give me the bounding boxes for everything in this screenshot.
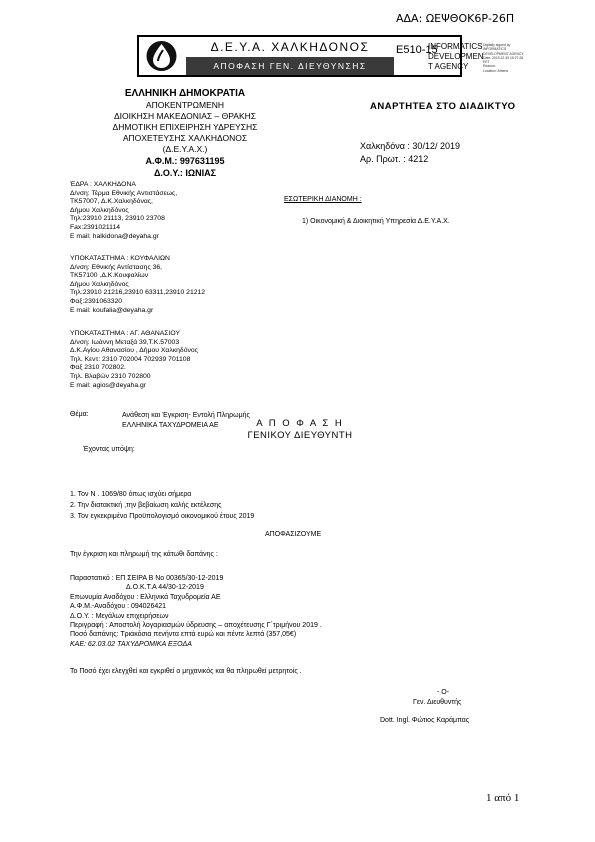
protocol-number: Αρ. Πρωτ. : 4212: [360, 154, 429, 164]
header-title: Δ.Ε.Υ.Α. ΧΑΛΚΗΔΟΝΟΣ: [186, 37, 394, 58]
org-line: ΑΠΟΧΕΤΕΥΣΗΣ ΧΑΛΚΗΔΟΝΟΣ: [122, 133, 248, 143]
internal-distribution-label: ΕΣΩΤΕΡΙΚΗ ΔΙΑΝΟΜΗ :: [284, 196, 362, 203]
approval-line: Την έγκριση και πληρωμή της κάτωθι δαπάνης :: [70, 551, 218, 558]
decide-heading: ΑΠΟΦΑΣΙΖΟΥΜΕ: [265, 531, 322, 538]
org-line: ΑΠΟΚΕΝΤΡΩΜΕΝΗ: [145, 100, 225, 110]
address-block-koufalia: ΥΠΟΚΑΤΑΣΤΗΜΑ : ΚΟΥΦΑΛΙΩΝ Δ/νση: Εθνικής Αντίστασης 36, ΤΚ57100 ,Δ.Κ.Κουφαλίων Δήμου Χαλκηδόνος Τηλ:23910 21216,23910 63311,23910 21212 Φαξ:2391063320 E mail: koufalia@deyaha.gr: [70, 255, 206, 314]
address-block-seat: ΈΔΡΑ : ΧΑΛΚΗΔΟΝΑ Δ/νση: Τέρμα Εθνικής Αντιστάσεως, ΤΚ57007, Δ.Κ.Χαλκηδόνας, Δήμου Χαλκηδόνος Τηλ:23910 21113, 23910 23708 Fax:2391021114 E mail: halkidona@deyaha.gr: [70, 181, 178, 240]
list-item: 2. Την διατακτική ,την βεβαίωση καλής εκτέλεσης: [70, 502, 222, 509]
digital-signature-info: Digitally signed by INFORMATICS DEVELOPMENT AGENCY Date: 2019.12.30 15:27:28 EET Reason: Location: Athens: [483, 43, 524, 73]
recipient: 1) Οικονομική & Διοικητική Υπηρεσία Δ.Ε.Υ.Α.Χ.: [302, 218, 450, 225]
date-block: [360, 140, 460, 166]
country-heading: ΕΛΛΗΝΙΚΗ ΔΗΜΟΚΡΑΤΙΑ: [124, 88, 246, 99]
signing-agency: INFORMATICS DEVELOPMEN T AGENCY: [428, 42, 484, 71]
ada-code: ΑΔΑ: ΩΕΨΘΟΚ6Ρ-26Π: [396, 12, 515, 25]
org-line: ΔΙΟΙΚΗΣΗ ΜΑΚΕΔΟΝΙΑΣ – ΘΡΑΚΗΣ: [113, 111, 257, 121]
subject-text: Ανάθεση και Έγκριση- Εντολή Πληρωμής ΕΛΛΗΝΙΚΑ ΤΑΧΥΔΡΟΜΕΙΑ ΑΕ: [122, 412, 250, 429]
org-afm: Α.Φ.Μ.: 997631195: [145, 156, 225, 166]
having-label: Έχοντας υπόψη:: [83, 446, 135, 453]
list-item: 1. Τον Ν . 1069/80 όπως ισχύει σήμερα: [70, 491, 192, 498]
place-date: Χαλκηδόνα : 30/12/ 2019: [360, 141, 460, 151]
list-item: 3. Τον εγκεκριμένο Προϋπολογισμό οικονομικού έτους 2019: [70, 513, 255, 520]
signature-mark: - Ο-: [437, 689, 450, 696]
closing-line: Το Ποσό έχει ελεγχθεί και εγκριθεί ο μηχανικός και θα πληρωθεί μετρητοίς .: [70, 668, 302, 675]
signature-role: Γεν. Διευθυντής: [413, 699, 462, 706]
address-block-agios: ΥΠΟΚΑΤΑΣΤΗΜΑ : ΑΓ. ΑΘΑΝΑΣΙΟΥ Δ/νση: Ιωάννη Μεταξά 39,Τ.Κ.57003 Δ.Κ.Αγίου Αθανασίου , Δήμου Χαλκηδόνος Τηλ. Κεντ: 2310 702004 702939 701108 Φαξ 2310 702802. Τηλ. Βλαβών 2310 702800 E mail: agios@deyaha.gr: [70, 330, 198, 389]
deya-logo: [139, 37, 184, 75]
header-subtitle: ΑΠΟΦΑΣΗ ΓΕΝ. ΔΙΕΥΘΥΝΣΗΣ: [186, 57, 394, 75]
considerations-list: [70, 489, 254, 522]
publish-notice: ΑΝΑΡΤΗΤΕΑ ΣΤΟ ΔΙΑΔΙΚΤΥΟ: [370, 101, 516, 112]
org-line: ΔΗΜΟΤΙΚΗ ΕΠΙΧΕΙΡΗΣΗ ΥΔΡΕΥΣΗΣ: [112, 122, 258, 132]
decision-title: Α Π Ο Φ Α Σ Η ΓΕΝΙΚΟΥ ΔΙΕΥΘΥΝΤΗ: [247, 418, 353, 441]
org-doy: Δ.Ο.Υ.: ΙΩΝΙΑΣ: [153, 168, 217, 178]
expense-details: Παραστατικό : ΕΠ ΣΕΙΡΑ Β Νο 00365/30-12-2019 Δ.Ο.Κ.Τ.Α 44/30-12-2019 Επωνυμία Αναδόχου : Ελληνικά Ταχυδρομεία ΑΕ Α.Φ.Μ.-Αναδόχου : 094026421 Δ.Ο.Υ. : Μεγάλων επιχειρήσεων Περιγραφή : Αποστολή λογαριασμών ύδρευσης – αποχέτευσης Γ΄τριμήνου 2019 . Ποσό δαπάνης: Τριακόσια πενήντα επτά ευρώ και πέντε λεπτά (357,05€) ΚΑΕ: 62.03.02 ΤΑΧΥΔΡΟΜΙΚΑ ΕΞΟΔΑ: [70, 575, 322, 648]
header-code: E510-15: [396, 44, 438, 56]
org-line: (Δ.Ε.Υ.Α.Χ.): [162, 144, 208, 154]
page-number: 1 από 1: [486, 792, 520, 804]
signature-name: Dott. Ingl. Φώτιος Καράμπας: [380, 717, 470, 724]
water-drop-icon: [139, 37, 184, 75]
subject-label: Θέμα:: [70, 411, 89, 418]
